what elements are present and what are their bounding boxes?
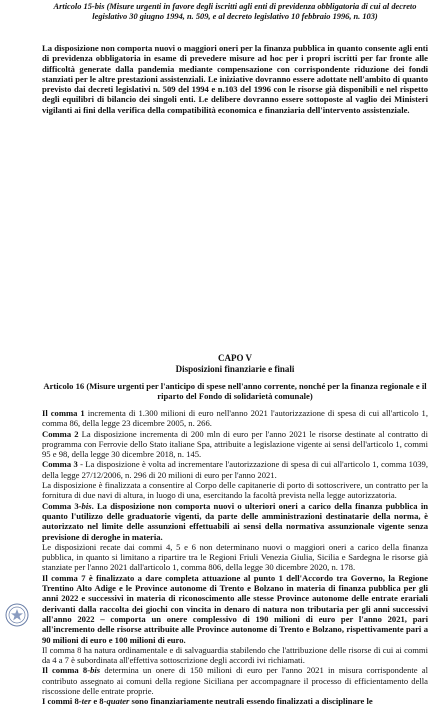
comma-8ter-italic: ter: [81, 696, 92, 707]
comma-3-lead: Comma 3: [42, 459, 78, 470]
comma-8-paragraph: Il comma 8 ha natura ordinamentale e di salvaguardia stabilendo che l'attribuzione delle risorse di cui ai commi da 4 a 7 è subordinata all'effettiva sottoscrizione degli accordi ivi richiamati.: [42, 644, 428, 666]
comma-8bis-paragraph: [42, 665, 428, 696]
comma-8ter-lead: I commi 8-: [42, 696, 82, 707]
article-15bis-heading: Articolo 15-bis (Misure urgenti in favore degli iscritti agli enti di previdenza obbligatoria di cui al decreto legislativo 30 giugno 1994, n. 509, e al decreto legislativo 10 febbraio 1996, n. 103): [53, 2, 417, 21]
comma-3-paragraph-2: La disposizione è finalizzata a consentire al Corpo delle capitanerie di porto di sottoscrivere, un contratto per la fornitura di due navi di altura, in luogo di una, esercitando la facoltà prevista nella legge autorizzatoria.: [42, 480, 428, 501]
capo-heading: [42, 353, 428, 375]
comma-3bis-lead: Comma 3-: [42, 500, 82, 511]
article-16-heading: Articolo 16 (Misure urgenti per l'anticipo di spese nell'anno corrente, nonché per la finanza regionale e il riparto del Fondo di solidarietà comunale): [43, 381, 427, 402]
comma-8ter-text: sono finanziariamente neutrali essendo finalizzati a disciplinare le: [129, 696, 373, 707]
comma-3-text: - La disposizione è volta ad incrementare l'autorizzazione di spesa di cui all'articolo 1, comma 1039, della legge 27/12/2006, n. 296 di 20 milioni di euro per l'anno 2021.: [42, 459, 428, 480]
comma-3-paragraph: [42, 459, 428, 480]
comma-2-paragraph: [42, 429, 428, 460]
commi-8ter-8quater-paragraph: [42, 696, 428, 706]
article-15bis-paragraph: La disposizione non comporta nuovi o maggiori oneri per la finanza pubblica in quanto consente agli enti di previdenza obbligatoria in esame di prevedere misure ad hoc per i propri iscritti per far fronte alle difficoltà generate dalla pandemia mediante compensazione con corrispondente riduzione dei fondi stanziati per le altre prestazioni assistenziali. Le iniziative dovranno essere adottate nell'ambito di quanto previsto dai decreti legislativi n. 509 del 1994 e n.103 del 1996 con le risorse già disponibili e nel rispetto degli equilibri di bilancio dei singoli enti. Le delibere dovranno essere sottoposte al vaglio dei Ministeri vigilanti ai fini della verifica della compatibilità economica e finanziaria dell'intervento assistenziale.: [42, 43, 428, 115]
comma-8ter-mid: e 8-: [91, 696, 107, 707]
comma-1-paragraph: [42, 408, 428, 429]
comma-7-lead: Il comma 7: [42, 572, 86, 583]
state-emblem-icon: [5, 603, 29, 627]
comma-7-text: è finalizzato a dare completa attuazione al punto 1 dell'Accordo tra Governo, la Regione Trentino Alto Adige e le Province autonome di Trento e Bolzano in materia di finanza pubblica per gli anni 2022 e successivi in materia di riconoscimento alle stesse Province autonome delle entrate erariali derivanti dalla raccolta dei giochi con vincita in denaro di natura non tributaria per gli anni successivi all'anno 2022 – comporta un onere complessivo di 190 milioni di euro per l'anno 2021, pari all'incremento delle risorse attribuite alle Province autonome di Trento e Bolzano, rispettivamente pari a 90 milioni di euro e 100 milioni di euro.: [42, 572, 428, 645]
capo-subtitle: Disposizioni finanziarie e finali: [175, 364, 295, 374]
comma-3bis-italic: bis: [81, 500, 92, 511]
comma-1-text: incrementa di 1.300 milioni di euro nell'anno 2021 l'autorizzazione di spesa di cui all'articolo 1, comma 86, della legge 23 dicembre 2005, n. 266.: [42, 408, 428, 429]
comma-8bis-italic: bis: [90, 665, 101, 676]
comma-1-lead: Il comma 1: [42, 408, 85, 418]
capo-title: CAPO V: [217, 353, 253, 363]
comma-2-text: La disposizione incrementa di 200 mln di euro per l'anno 2021 le risorse destinate al contratto di programma con Ferrovie dello Stato italiane Spa, attribuite a legislazione vigente ai sensi dell'articolo 1, commi 95 e 98, della legge 30 dicembre 2018, n. 145.: [42, 428, 428, 460]
comma-8quater-italic: quater: [106, 696, 130, 707]
comma-7-paragraph: [42, 573, 428, 645]
article-16-body: [42, 408, 428, 707]
commi-4-5-6-paragraph: Le disposizioni recate dai commi 4, 5 e 6 non determinano nuovi o maggiori oneri a carico della finanza pubblica, in quanto si limitano a ripartire tra le Regioni Friuli Venezia Giulia, Sicilia e Sardegna le risorse già stanziate per l'anno 2021 dall'articolo 1, comma 806, della legge 30 dicembre 2020, n. 178.: [42, 541, 428, 573]
comma-2-lead: Comma 2: [42, 428, 79, 439]
comma-3bis-paragraph: [42, 501, 428, 542]
comma-8bis-lead: Il comma 8-: [42, 665, 91, 676]
comma-3bis-text: . La disposizione non comporta nuovi o ulteriori oneri a carico della finanza pubblica in quanto l'utilizzo delle graduatorie vigenti, da parte delle amministrazioni destinatarie della norma, è autorizzato nel limite delle assunzioni effettuabili ai sensi della normativa assunzionale vigente senza previsione di deroghe in materia.: [42, 500, 428, 542]
comma-8bis-text: determina un onere di 150 milioni di euro per l'anno 2021 in misura corrispondente al contributo assegnato ai comuni della regione Siciliana per accompagnare il processo di efficientamento della riscossione delle entrate proprie.: [42, 665, 429, 697]
